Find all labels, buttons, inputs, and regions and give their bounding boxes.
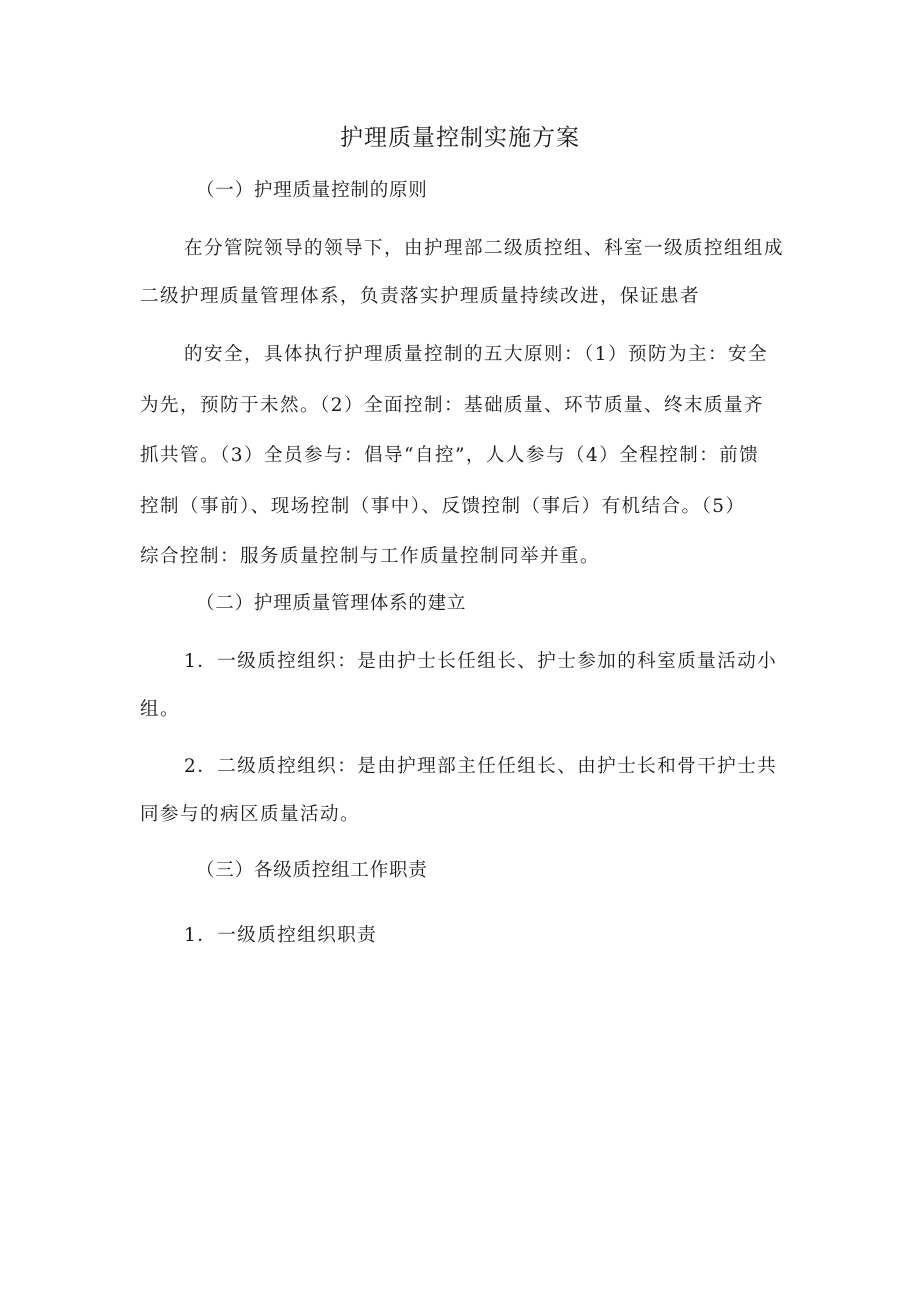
list-item-line: 2．二级质控组织：是由护理部主任任组长、由护士长和骨干护士共: [184, 756, 778, 777]
principles-paragraph: [140, 340, 800, 593]
paragraph-line: 控制（事前）、现场控制（事中）、反馈控制（事后）有机结合。（5）: [140, 495, 746, 517]
paragraph-line: 为先，预防于未然。（2）全面控制：基础质量、环节质量、终末质量齐: [140, 394, 765, 416]
list-item-line: 同参与的病区质量活动。: [140, 804, 361, 825]
paragraph-line: 综合控制：服务质量控制与工作质量控制同举并重。: [140, 546, 601, 567]
list-item-line: 1．一级质控组织职责: [184, 925, 378, 946]
section-heading-1: （一）护理质量控制的原则: [196, 180, 428, 201]
list-item-line: 组。: [140, 699, 181, 720]
paragraph-line: 的安全，具体执行护理质量控制的五大原则：（1）预防为主：安全: [184, 344, 769, 365]
document-title: 护理质量控制实施方案: [340, 125, 580, 151]
list-item-line: 1．一级质控组织：是由护士长任组长、护士参加的科室质量活动小: [184, 651, 778, 672]
paragraph-line: 在分管院领导的领导下，由护理部二级质控组、科室一级质控组组成: [184, 238, 785, 259]
paragraph-line: 二级护理质量管理体系，负责落实护理质量持续改进，保证患者: [140, 286, 701, 307]
section-heading-2: （二）护理质量管理体系的建立: [196, 593, 467, 614]
section-heading-3: （三）各级质控组工作职责: [196, 860, 428, 881]
paragraph-line: 抓共管。（3）全员参与：倡导“自控”，人人参与（4）全程控制：前馈: [140, 445, 760, 466]
